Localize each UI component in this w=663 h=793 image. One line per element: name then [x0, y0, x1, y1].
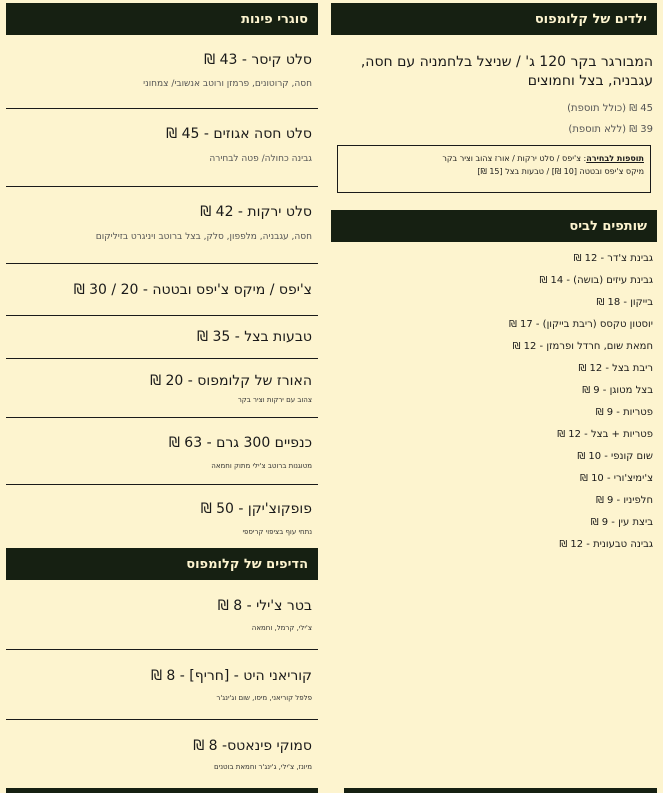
item-desc: פלפל קוריאני, מיסו, שום וג'ינג'ר — [216, 694, 312, 702]
item-name: קוריאני היט - [חריף] - 8 ₪ — [150, 668, 312, 684]
shared-header — [331, 210, 657, 242]
menu-item — [6, 650, 318, 720]
item-desc: מיונז, צ'ילי, ג'ינג'ר וחמאת בוטנים — [214, 763, 312, 771]
addons-options: : צ'יפס / סלט ירקות / אורז צהוב וציר בקר — [442, 154, 587, 163]
kids-item-title: המבורגר בקר 120 ג' / שניצל בלחמניה עם חסה, עגבניה, בצל וחמוצים — [360, 54, 653, 89]
menu-item — [6, 264, 318, 316]
menu-item — [6, 418, 318, 485]
shared-item: ביצת עין - 9 ₪ — [590, 517, 653, 528]
shared-item: גבינת עיזים (בושה) - 14 ₪ — [539, 275, 653, 286]
item-desc: גבינה כחולה/ פטה לבחירה — [209, 154, 312, 164]
item-name: צ'יפס / מיקס צ'יפס ובטטה - 20 / 30 ₪ — [73, 282, 312, 298]
dips-header — [6, 548, 318, 580]
addons-label: תוספות לבחירה — [586, 154, 644, 163]
dips-header-title: הדיפים של קלומפוס — [186, 556, 308, 572]
shared-item: צ'ימיצ'ורי - 10 ₪ — [580, 473, 653, 484]
shared-item: חמאת שום, חרדל ופרמזן - 12 ₪ — [512, 341, 653, 352]
menu-item — [6, 485, 318, 548]
addons-line-2: מיקס צ'יפס ובטטה [10 ₪] / טבעות בצל [15 ₪] — [477, 167, 644, 176]
item-name: בטר צ'ילי - 8 ₪ — [217, 598, 312, 614]
shared-item: חלפיניו - 9 ₪ — [595, 495, 653, 506]
shared-item: פטריות - 9 ₪ — [595, 407, 653, 418]
item-desc: צהוב עם ירקות וציר בקר — [237, 396, 312, 404]
kids-section — [331, 0, 657, 556]
menu-item — [6, 359, 318, 418]
shared-item: ריבת בצל - 12 ₪ — [578, 363, 653, 374]
next-section-header-right — [344, 788, 657, 793]
kids-header — [331, 3, 657, 35]
item-name: טבעות בצל - 35 ₪ — [197, 329, 312, 345]
item-name: סלט קיסר - 43 ₪ — [204, 52, 312, 68]
menu-item — [6, 580, 318, 650]
item-desc: נתחי עוף בציפוי קריספי — [242, 528, 312, 536]
kids-header-title: ילדים של קלומפוס — [534, 11, 647, 27]
kids-price-without-side: 39 ₪ (ללא תוספת) — [568, 124, 653, 135]
item-desc: צ'ילי, קרמל, וחמאה — [251, 624, 312, 632]
sides-header — [6, 3, 318, 35]
item-desc: חסה, קרוטונים, פרמזן ורוטב אנשובי/ צמחוני — [143, 79, 312, 89]
menu-item — [6, 316, 318, 359]
item-desc: מטוגנות ברוטב צ'ילי מתוק וחמאה — [211, 462, 312, 470]
shared-item: שום קונפי - 10 ₪ — [577, 451, 653, 462]
item-name: האורז של קלומפוס - 20 ₪ — [150, 373, 312, 389]
sides-header-title: סוגרי פינות — [241, 11, 308, 27]
addons-box — [337, 145, 651, 193]
kids-price-with-side: 45 ₪ (כולל תוספת) — [567, 103, 653, 114]
shared-item: בייקון - 18 ₪ — [596, 297, 653, 308]
sides-section — [6, 0, 318, 782]
item-name: פופקוצ'יקן - 50 ₪ — [200, 501, 312, 517]
item-name: סלט חסה אגוזים - 45 ₪ — [166, 126, 312, 142]
shared-item: פטריות + בצל - 12 ₪ — [557, 429, 653, 440]
menu-item — [6, 109, 318, 187]
shared-item: בצל מטוגן - 9 ₪ — [582, 385, 653, 396]
shared-item: גבינת צ'דר - 12 ₪ — [573, 253, 653, 264]
menu-item — [6, 35, 318, 109]
shared-item: גבינה טבעונית - 12 ₪ — [559, 539, 653, 550]
item-desc: חסה, עגבניה, מלפפון, סלק, בצל ברוטב ויניגרט בזיליקום — [95, 232, 312, 242]
shared-list — [331, 242, 657, 556]
addons-line-1 — [344, 152, 644, 165]
next-section-header-left — [6, 788, 318, 793]
item-name: סלט ירקות - 42 ₪ — [200, 204, 312, 220]
item-name: כנפיים 300 גרם - 63 ₪ — [168, 435, 312, 451]
menu-item — [6, 720, 318, 782]
shared-item: יוסטון טקסס (ריבת בייקון) - 17 ₪ — [508, 319, 653, 330]
shared-header-title: שותפים לביס — [569, 218, 647, 234]
menu-item — [6, 187, 318, 264]
item-name: סמוקי פינאטס- 8 ₪ — [193, 738, 312, 754]
